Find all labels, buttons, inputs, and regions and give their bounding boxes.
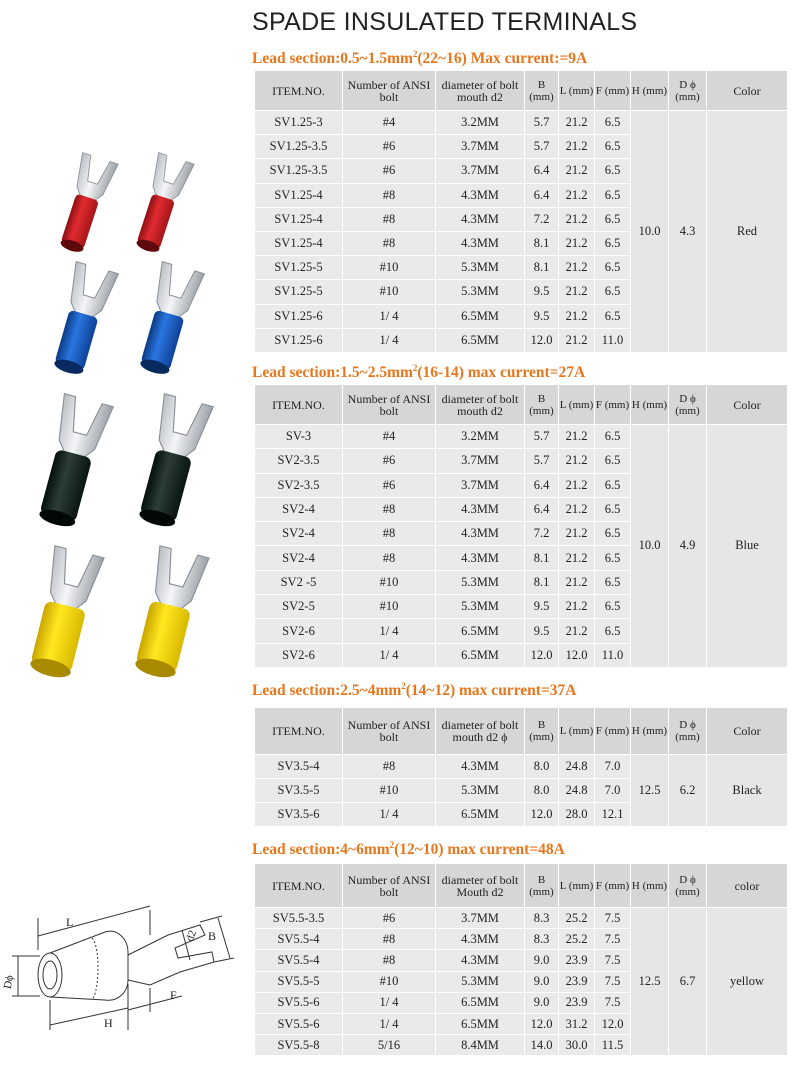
column-header: D ϕ (mm)	[669, 708, 707, 755]
column-header: L (mm)	[559, 864, 595, 908]
table-cell: #8	[343, 546, 436, 570]
table-cell: 5.3MM	[436, 972, 525, 993]
table-cell: 5.7	[525, 425, 559, 449]
table-cell: 6.5	[595, 619, 631, 643]
table-cell: SV1.25-4	[255, 184, 343, 208]
table-cell: #10	[343, 571, 436, 595]
column-header: F (mm)	[595, 708, 631, 755]
black-terminal-back-icon	[131, 394, 213, 532]
table-cell: SV2-4	[255, 546, 343, 570]
section-4-table	[255, 864, 788, 1056]
table-cell: 4.3MM	[436, 498, 525, 522]
table-cell: 6.4	[525, 159, 559, 183]
table-cell: #8	[343, 208, 436, 232]
column-header: Number of ANSI bolt	[343, 385, 436, 425]
table-cell: 6.5	[595, 522, 631, 546]
table-cell: SV5.5-6	[255, 1014, 343, 1035]
column-header: L (mm)	[559, 385, 595, 425]
table-cell: 11.5	[595, 1035, 631, 1056]
table-cell: 23.9	[559, 972, 595, 993]
table-cell: 5.7	[525, 111, 559, 135]
h-value-cell: 12.5	[631, 755, 669, 827]
table-cell: 23.9	[559, 950, 595, 971]
column-header: L (mm)	[559, 708, 595, 755]
table-cell: 1/ 4	[343, 619, 436, 643]
table-cell: #6	[343, 908, 436, 929]
table-cell: 5.3MM	[436, 571, 525, 595]
table-cell: 3.7MM	[436, 159, 525, 183]
table-cell: SV1.25-3.5	[255, 135, 343, 159]
table-cell: SV5.5-5	[255, 972, 343, 993]
table-cell: #8	[343, 950, 436, 971]
h-value-cell: 10.0	[631, 425, 669, 668]
column-header: B (mm)	[525, 708, 559, 755]
table-cell: 1/ 4	[343, 803, 436, 827]
table-cell: 30.0	[559, 1035, 595, 1056]
table-cell: 12.0	[559, 644, 595, 668]
column-header: diameter of bolt mouth d2	[436, 385, 525, 425]
table-cell: 6.5	[595, 474, 631, 498]
table-cell: 3.7MM	[436, 474, 525, 498]
color-value-cell: Red	[707, 111, 788, 353]
table-cell: 21.2	[559, 571, 595, 595]
table-cell: 5.7	[525, 135, 559, 159]
table-cell: 7.5	[595, 908, 631, 929]
table-row	[255, 111, 788, 135]
table-cell: #10	[343, 595, 436, 619]
section-2-table	[255, 385, 788, 668]
table-cell: 31.2	[559, 1014, 595, 1035]
red-terminal-front-icon	[53, 153, 119, 257]
table-cell: 1/ 4	[343, 993, 436, 1014]
table-row	[255, 755, 788, 779]
h-value-cell: 10.0	[631, 111, 669, 353]
table-cell: 11.0	[595, 329, 631, 353]
table-cell: SV1.25-5	[255, 280, 343, 304]
section-1-table	[255, 71, 788, 353]
table-cell: 4.3MM	[436, 208, 525, 232]
table-cell: 6.5	[595, 305, 631, 329]
diagram-label-d2: d2	[183, 928, 200, 944]
table-cell: 23.9	[559, 993, 595, 1014]
table-cell: 6.5	[595, 280, 631, 304]
black-terminal-front-icon	[31, 394, 113, 532]
diagram-label-H: H	[104, 1016, 113, 1030]
table-cell: 6.5MM	[436, 329, 525, 353]
table-cell: 21.2	[559, 425, 595, 449]
table-cell: 7.5	[595, 972, 631, 993]
table-cell: 21.2	[559, 208, 595, 232]
column-header: ITEM.NO.	[255, 708, 343, 755]
table-cell: 28.0	[559, 803, 595, 827]
column-header: F (mm)	[595, 71, 631, 111]
table-cell: 4.3MM	[436, 184, 525, 208]
table-cell: 6.5MM	[436, 803, 525, 827]
table-cell: 25.2	[559, 908, 595, 929]
table-cell: SV1.25-4	[255, 208, 343, 232]
table-cell: 14.0	[525, 1035, 559, 1056]
table-cell: 6.4	[525, 498, 559, 522]
column-header: Number of ANSI bolt	[343, 71, 436, 111]
yellow-terminal-front-icon	[24, 546, 104, 682]
diagram-label-L: L	[66, 915, 74, 929]
table-cell: SV2 -5	[255, 571, 343, 595]
table-cell: 6.5MM	[436, 1014, 525, 1035]
table-cell: SV2-3.5	[255, 474, 343, 498]
column-header: color	[707, 864, 788, 908]
table-cell: 4.3MM	[436, 929, 525, 950]
table-cell: 6.5	[595, 232, 631, 256]
column-header: F (mm)	[595, 385, 631, 425]
table-cell: 6.5	[595, 256, 631, 280]
table-cell: SV1.25-3	[255, 111, 343, 135]
table-cell: #10	[343, 972, 436, 993]
table-cell: #10	[343, 280, 436, 304]
table-cell: 6.5MM	[436, 644, 525, 668]
table-cell: 9.5	[525, 595, 559, 619]
table-cell: 6.5	[595, 571, 631, 595]
column-header: H (mm)	[631, 71, 669, 111]
table-cell: 21.2	[559, 135, 595, 159]
table-cell: 21.2	[559, 619, 595, 643]
table-cell: SV1.25-5	[255, 256, 343, 280]
table-cell: 12.0	[595, 1014, 631, 1035]
table-cell: #6	[343, 135, 436, 159]
table-cell: SV5.5-8	[255, 1035, 343, 1056]
table-cell: 21.2	[559, 522, 595, 546]
column-header: ITEM.NO.	[255, 71, 343, 111]
table-cell: 4.3MM	[436, 522, 525, 546]
table-cell: 12.0	[525, 1014, 559, 1035]
table-cell: 12.1	[595, 803, 631, 827]
table-cell: SV1.25-4	[255, 232, 343, 256]
table-cell: SV2-6	[255, 619, 343, 643]
blue-terminal-front-icon	[46, 262, 118, 379]
column-header: diameter of bolt mouth d2	[436, 71, 525, 111]
table-cell: 21.2	[559, 256, 595, 280]
column-header: F (mm)	[595, 864, 631, 908]
table-cell: 21.2	[559, 498, 595, 522]
color-value-cell: Blue	[707, 425, 788, 668]
table-cell: SV5.5-4	[255, 950, 343, 971]
table-cell: 6.5	[595, 208, 631, 232]
table-cell: 7.2	[525, 522, 559, 546]
table-cell: 12.0	[525, 803, 559, 827]
column-header: D ϕ (mm)	[669, 71, 707, 111]
table-cell: 5.7	[525, 449, 559, 473]
red-terminal-back-icon	[129, 153, 195, 257]
column-header: B (mm)	[525, 864, 559, 908]
column-header: D ϕ (mm)	[669, 864, 707, 908]
color-value-cell: Black	[707, 755, 788, 827]
table-row	[255, 425, 788, 449]
diagram-label-B: B	[208, 929, 217, 943]
table-cell: 7.0	[595, 755, 631, 779]
d-value-cell: 6.2	[669, 755, 707, 827]
table-cell: 6.5	[595, 135, 631, 159]
table-cell: #8	[343, 522, 436, 546]
table-cell: #6	[343, 449, 436, 473]
table-cell: #8	[343, 232, 436, 256]
page-title: SPADE INSULATED TERMINALS	[252, 8, 638, 36]
section-4-heading: Lead $section:4\sim 6mm^2(12\sim 10)$ max current=48A	[252, 840, 565, 859]
table-cell: 21.2	[559, 184, 595, 208]
table-cell: 24.8	[559, 755, 595, 779]
table-cell: SV1.25-6	[255, 305, 343, 329]
d-value-cell: 4.3	[669, 111, 707, 353]
section-3-table	[255, 708, 788, 827]
table-cell: 3.7MM	[436, 908, 525, 929]
table-cell: 8.1	[525, 256, 559, 280]
terminal-illustrations	[0, 0, 250, 1066]
table-cell: 9.0	[525, 972, 559, 993]
table-cell: 25.2	[559, 929, 595, 950]
column-header: B (mm)	[525, 385, 559, 425]
color-value-cell: yellow	[707, 908, 788, 1056]
column-header: Color	[707, 385, 788, 425]
table-cell: 5/16	[343, 1035, 436, 1056]
table-row	[255, 908, 788, 929]
table-cell: #6	[343, 474, 436, 498]
table-cell: SV2-4	[255, 498, 343, 522]
table-cell: SV5.5-3.5	[255, 908, 343, 929]
table-cell: SV-3	[255, 425, 343, 449]
table-cell: 21.2	[559, 159, 595, 183]
column-header: ITEM.NO.	[255, 864, 343, 908]
table-cell: 8.3	[525, 908, 559, 929]
table-cell: 12.0	[525, 329, 559, 353]
column-header: L (mm)	[559, 71, 595, 111]
table-cell: 1/ 4	[343, 644, 436, 668]
diagram-label-F: F	[170, 988, 177, 1002]
table-cell: 5.3MM	[436, 256, 525, 280]
blue-terminal-back-icon	[132, 262, 204, 379]
table-cell: 21.2	[559, 449, 595, 473]
table-cell: 9.0	[525, 993, 559, 1014]
table-cell: 6.5	[595, 111, 631, 135]
table-cell: 4.3MM	[436, 755, 525, 779]
table-cell: 5.3MM	[436, 779, 525, 803]
table-cell: 3.2MM	[436, 111, 525, 135]
table-cell: 21.2	[559, 595, 595, 619]
table-cell: 7.5	[595, 929, 631, 950]
table-cell: 4.3MM	[436, 546, 525, 570]
table-cell: 8.1	[525, 232, 559, 256]
column-header: H (mm)	[631, 708, 669, 755]
table-cell: 6.4	[525, 474, 559, 498]
table-cell: SV2-4	[255, 522, 343, 546]
table-cell: 7.2	[525, 208, 559, 232]
table-cell: 6.5	[595, 159, 631, 183]
table-cell: 6.5	[595, 546, 631, 570]
table-cell: #8	[343, 755, 436, 779]
table-cell: #8	[343, 498, 436, 522]
table-cell: 9.5	[525, 619, 559, 643]
table-cell: 21.2	[559, 232, 595, 256]
table-cell: 6.5	[595, 595, 631, 619]
column-header: Number of ANSI bolt	[343, 864, 436, 908]
column-header: Number of ANSI bolt	[343, 708, 436, 755]
table-cell: 21.2	[559, 280, 595, 304]
table-cell: 3.7MM	[436, 135, 525, 159]
column-header: H (mm)	[631, 385, 669, 425]
diagram-label-D: Dϕ	[1, 974, 16, 990]
table-cell: 1/ 4	[343, 305, 436, 329]
table-cell: 3.7MM	[436, 449, 525, 473]
table-cell: 8.0	[525, 779, 559, 803]
table-cell: 7.0	[595, 779, 631, 803]
table-cell: 21.2	[559, 111, 595, 135]
table-cell: 11.0	[595, 644, 631, 668]
table-cell: SV5.5-4	[255, 929, 343, 950]
yellow-terminal-back-icon	[129, 546, 209, 682]
table-cell: 6.4	[525, 184, 559, 208]
table-cell: 8.0	[525, 755, 559, 779]
table-cell: 4.3MM	[436, 232, 525, 256]
column-header: Color	[707, 708, 788, 755]
table-cell: 1/ 4	[343, 329, 436, 353]
table-cell: #4	[343, 111, 436, 135]
table-cell: SV3.5-5	[255, 779, 343, 803]
table-cell: 7.5	[595, 993, 631, 1014]
table-cell: 8.4MM	[436, 1035, 525, 1056]
table-cell: SV3.5-6	[255, 803, 343, 827]
table-cell: SV1.25-6	[255, 329, 343, 353]
table-cell: 8.1	[525, 546, 559, 570]
table-cell: #8	[343, 929, 436, 950]
table-cell: SV1.25-3.5	[255, 159, 343, 183]
column-header: B (mm)	[525, 71, 559, 111]
table-cell: 8.1	[525, 571, 559, 595]
d-value-cell: 4.9	[669, 425, 707, 668]
table-cell: 9.0	[525, 950, 559, 971]
table-cell: 21.2	[559, 546, 595, 570]
table-cell: 6.5MM	[436, 305, 525, 329]
section-1-heading: Lead $section:0.5\sim 1.5mm^2(22\sim 16)$ Max current:=9A	[252, 49, 588, 68]
table-cell: 6.5MM	[436, 619, 525, 643]
table-cell: 8.3	[525, 929, 559, 950]
table-cell: 6.5	[595, 425, 631, 449]
section-3-heading: Lead $section:2.5\sim 4mm^2(14\sim 12)$ max current=37A	[252, 681, 577, 700]
table-cell: 21.2	[559, 329, 595, 353]
table-cell: #10	[343, 779, 436, 803]
table-cell: 12.0	[525, 644, 559, 668]
table-cell: 6.5	[595, 449, 631, 473]
table-cell: 21.2	[559, 474, 595, 498]
column-header: ITEM.NO.	[255, 385, 343, 425]
table-cell: 5.3MM	[436, 280, 525, 304]
table-cell: SV2-5	[255, 595, 343, 619]
column-header: H (mm)	[631, 864, 669, 908]
table-cell: #10	[343, 256, 436, 280]
table-cell: 21.2	[559, 305, 595, 329]
table-cell: #6	[343, 159, 436, 183]
table-cell: 3.2MM	[436, 425, 525, 449]
d-value-cell: 6.7	[669, 908, 707, 1056]
table-cell: 9.5	[525, 280, 559, 304]
section-2-heading: Lead $section:1.5\sim 2.5mm^2(16-14)$ max current=27A	[252, 363, 586, 382]
table-cell: #4	[343, 425, 436, 449]
table-cell: #8	[343, 184, 436, 208]
column-header: diameter of bolt Mouth d2	[436, 864, 525, 908]
column-header: D ϕ (mm)	[669, 385, 707, 425]
dimension-diagram	[12, 906, 234, 1030]
column-header: Color	[707, 71, 788, 111]
table-cell: 4.3MM	[436, 950, 525, 971]
table-cell: 7.5	[595, 950, 631, 971]
table-cell: 6.5	[595, 184, 631, 208]
table-cell: SV3.5-4	[255, 755, 343, 779]
table-cell: SV5.5-6	[255, 993, 343, 1014]
table-cell: 6.5	[595, 498, 631, 522]
table-cell: 24.8	[559, 779, 595, 803]
column-header: diameter of bolt mouth d2 ϕ	[436, 708, 525, 755]
h-value-cell: 12.5	[631, 908, 669, 1056]
table-cell: SV2-6	[255, 644, 343, 668]
table-cell: SV2-3.5	[255, 449, 343, 473]
table-cell: 5.3MM	[436, 595, 525, 619]
table-cell: 9.5	[525, 305, 559, 329]
table-cell: 1/ 4	[343, 1014, 436, 1035]
table-cell: 6.5MM	[436, 993, 525, 1014]
